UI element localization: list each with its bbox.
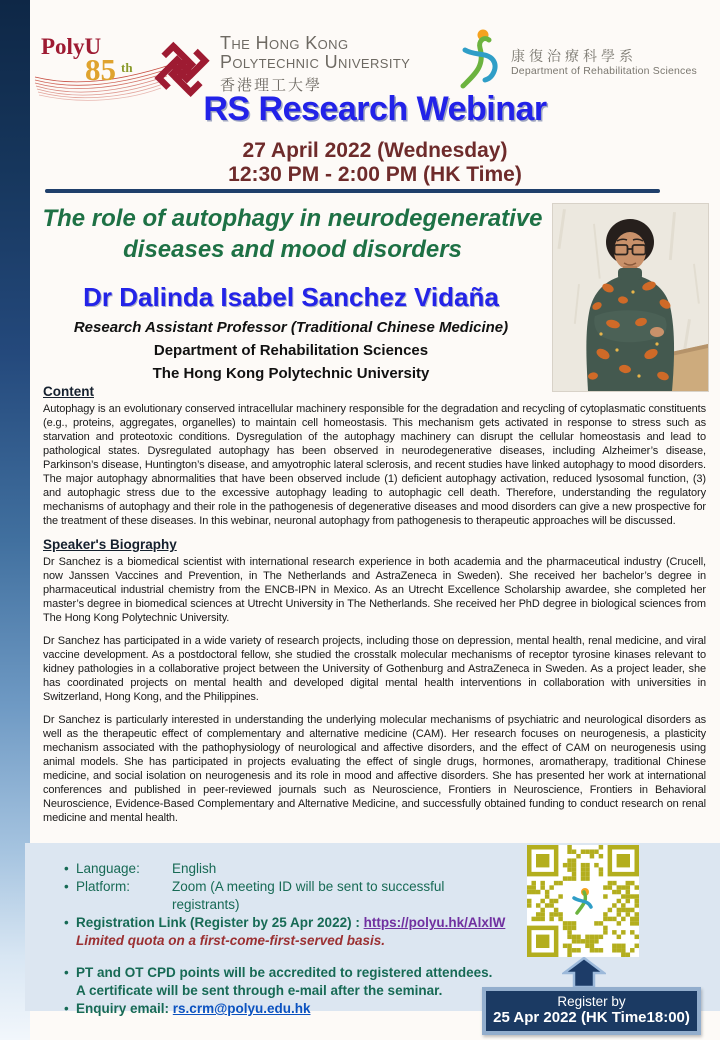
registration-link[interactable]: https://polyu.hk/AlxlW — [363, 915, 506, 930]
bullet-icon: • — [64, 879, 69, 894]
svg-text:th: th — [121, 60, 133, 75]
registration-label: Registration Link (Register by 25 Apr 2022) : — [76, 915, 360, 930]
event-details-list — [64, 860, 509, 1018]
enquiry-email-link[interactable]: rs.crm@polyu.edu.hk — [172, 1001, 311, 1016]
talk-title: The role of autophagy in neurodegenerative diseases and mood disorders — [42, 205, 543, 263]
content-paragraph: Autophagy is an evolutionary conserved intracellular machinery responsible for the degradation and recycling of cytoplasmatic constituents (e.g., proteins, aggregates, organelles) to maintain cell homeostasis. This mechanism gets activated in response to stress such as starvation and proteotoxic conditions. Dysregulation of the autophagy machinery can disrupt the cellular homeostasis and lead to pathological states. Dysregulated autophagy has been observed in neurodegenerative diseases, including Alzheimer’s disease, Parkinson’s disease, Huntington’s disease, and amyotrophic lateral sclerosis, and recent studies have linked autophagy to mood disorders. The major autophagy abnormalities that have been observed include (1) deficient autophagy activation, reduced lysosomal function, (3) and autophagic stress due to the excessive autophagy leading to autophagic cell death. Therefore, understanding the regulatory mechanisms of autophagy and their role in the pathogenesis of degenerative diseases and mood disorders can give a new prospective for the treatment of these diseases. In this webinar, neuronal autophagy from pathogenesis to therapeutic approaches will be discussed. — [43, 403, 706, 527]
cpd-row — [64, 964, 509, 982]
platform-label: Platform: — [76, 879, 131, 894]
event-time: 12:30 PM - 2:00 PM (HK Time) — [228, 163, 522, 186]
speaker-department: Department of Rehabilitation Sciences — [153, 342, 429, 359]
register-deadline: 25 Apr 2022 (HK Time18:00) — [493, 1009, 690, 1026]
registration-qr-code — [527, 845, 639, 957]
bullet-icon: • — [64, 965, 69, 980]
university-name — [220, 34, 410, 95]
department-name-chinese: 康復治療科學系 — [511, 48, 637, 64]
quota-note: Limited quota on a first-come-first-served basis. — [76, 933, 386, 948]
svg-text:85: 85 — [85, 52, 116, 87]
language-label: Language: — [76, 861, 140, 876]
university-name-line2: Polytechnic University — [220, 52, 411, 72]
webinar-title: RS Research Webinar — [203, 90, 547, 128]
platform-row — [64, 878, 509, 914]
main-text — [43, 384, 706, 834]
register-by-label: Register by — [557, 994, 626, 1009]
speaker-position: Research Assistant Professor (Traditional Chinese Medicine) — [73, 319, 509, 336]
department-name — [511, 48, 697, 77]
bullet-icon: • — [64, 915, 69, 930]
biography-paragraph-3: Dr Sanchez is particularly interested in understanding the underlying molecular mechanisms of psychiatric and neurological disorders as well as the therapeutic effect of complementary and alternative medicine (CAM). Her research focuses on neurogenesis, a plasticity mechanism associated with the pathophysiology of neurological and affective disorders, and the effect of CAM on neurogenesis using animal models. She has participated in projects evaluating the effect of single drugs, hormones, aromatherapy, traditional Chinese medicine, and social isolation on neurogenesis and its role in mood and affective disorders. She has presented her work at international conferences and published in peer-reviewed journals such as Neuroscience, Frontiers in Neuroscience, Frontiers in Behavioral Neuroscience, Evidence-Based Complementary and Alternative Medicine, and successfully obtained funding to conduct research on renal medicine and mental health. — [43, 714, 706, 824]
platform-value: Zoom (A meeting ID will be sent to successful registrants) — [172, 879, 445, 912]
department-name-english: Department of Rehabilitation Sciences — [511, 65, 697, 77]
enquiry-row — [64, 1000, 509, 1018]
event-date: 27 April 2022 (Wednesday) — [242, 139, 508, 162]
language-value: English — [172, 861, 217, 876]
biography-paragraph-1: Dr Sanchez is a biomedical scientist with international research experience in both academia and the pharmaceutical industry (Crucell, now Janssen Vaccines and Prevention, in The Netherlands and AstraZeneca in Sweden). She received her bachelor’s degree in pharmaceutical industrial chemistry from the ENCB-IPN in Mexico. As an Utrecht Excellence Scholarship awardee, she completed her master’s degree in biomedical sciences at Utrecht University in The Netherlands. She received her PhD degree in biological sciences from The Hong Kong Polytechnic University. — [43, 556, 706, 624]
university-name-line1: The Hong Kong — [220, 33, 349, 53]
cpd-line1: PT and OT CPD points will be accredited to registered attendees. — [76, 965, 493, 980]
biography-paragraph-2: Dr Sanchez has participated in a wide variety of research projects, including those on depression, mental health, renal medicine, and viral vaccine development. As a postdoctoral fellow, she studied the crosstalk molecular mechanisms of receptor tyrosine kinases relevant to kidney pathologies in a collaborative project between the University of Gothenburg and AstraZeneca in Sweden. As a project leader, she has coordinated projects on mental health and developed digital mental health interventions in collaboration with universities in Switzerland, Hong Kong, and the Philippines. — [43, 635, 706, 703]
speaker-name: Dr Dalinda Isabel Sanchez Vidaña — [83, 282, 499, 312]
rehab-sciences-logo-icon — [455, 28, 507, 97]
language-row — [64, 860, 509, 878]
register-deadline-badge — [482, 987, 701, 1035]
header-divider — [45, 189, 660, 193]
registration-row — [64, 914, 509, 932]
speaker-photo — [553, 204, 708, 391]
cpd-line2: A certificate will be sent through e-mail after the seminar. — [76, 983, 443, 998]
bullet-icon: • — [64, 1001, 69, 1016]
bullet-icon: • — [64, 861, 69, 876]
list-spacer — [64, 950, 509, 964]
speaker-university: The Hong Kong Polytechnic University — [152, 365, 430, 382]
university-name-chinese: 香港理工大學 — [220, 77, 323, 94]
enquiry-label: Enquiry email: — [76, 1001, 170, 1016]
biography-heading: Speaker's Biography — [43, 537, 177, 552]
content-heading: Content — [43, 384, 94, 399]
svg-text:PolyU: PolyU — [41, 34, 102, 59]
